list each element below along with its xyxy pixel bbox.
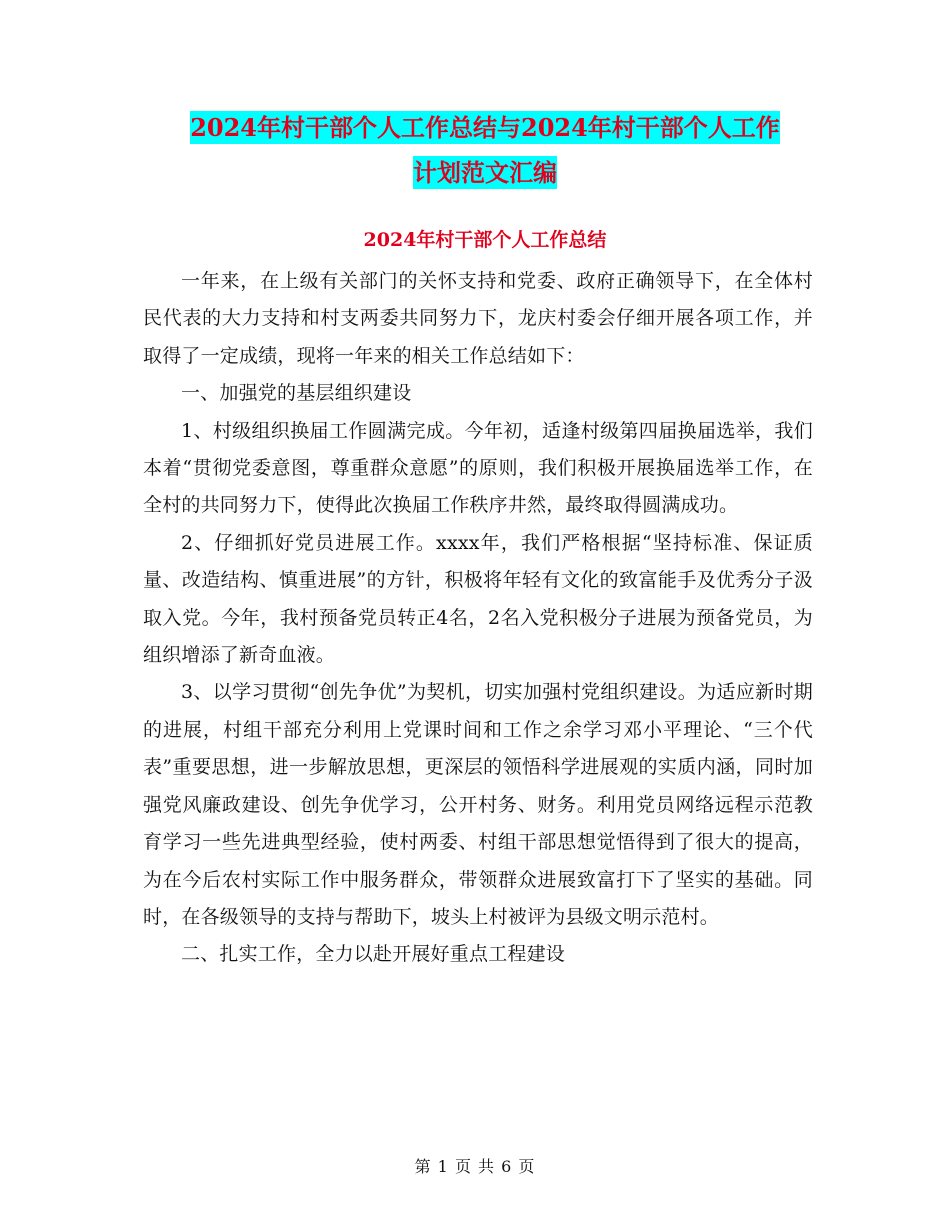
paragraph-intro: 一年来，在上级有关部门的关怀支持和党委、政府正确领导下，在全体村民代表的大力支持和村支两委共同努力下，龙庆村委会仔细开展各项工作，并取得了一定成绩，现将一年来的相关工作总结如下： — [143, 270, 813, 367]
page-footer: 第 1 页 共 6 页 — [414, 1157, 536, 1176]
section-heading-2: 二、扎实工作，全力以赴开展好重点工程建设 — [181, 943, 566, 966]
paragraph-item-2: 2、仔细抓好党员进展工作。xxxx年，我们严格根据“坚持标准、保证质量、改造结构、慎重进展”的方针，积极将年轻有文化的致富能手及优秀分子汲取入党。今年，我村预备党员转正4名，2名入党积极分子进展为预备党员，为组织增添了新奇血液。 — [143, 531, 813, 667]
section-heading-1: 一、加强党的基层组织建设 — [181, 382, 412, 405]
paragraph-item-1: 1、村级组织换届工作圆满完成。今年初，适逢村级第四届换届选举，我们本着“贯彻党委意图，尊重群众意愿”的原则，我们积极开展换届选举工作，在全村的共同努力下，使得此次换届工作秩序井然，最终取得圆满成功。 — [143, 419, 813, 517]
paragraph-item-3: 3、以学习贯彻“创先争优”为契机，切实加强村党组织建设。为适应新时期的进展，村组干部充分利用上党课时间和工作之余学习邓小平理论、“三个代表”重要思想，进一步解放思想，更深层的领悟科学进展观的实质内涵，同时加强党风廉政建设、创先争优学习，公开村务、财务。利用党员网络远程示范教育学习一些先进典型经验，使村两委、村组干部思想觉悟得到了很大的提高，为在今后农村实际工作中服务群众，带领群众进展致富打下了坚实的基础。同时，在各级领导的支持与帮助下，坡头上村被评为县级文明示范村。 — [143, 681, 813, 928]
title-highlight-2: 计划范文汇编 — [413, 158, 557, 187]
section-title: 2024年村干部个人工作总结 — [363, 229, 607, 251]
title-highlight-1: 2024年村干部个人工作总结与2024年村干部个人工作 — [190, 113, 780, 142]
document-title-line-1 — [140, 113, 830, 143]
document-body — [143, 263, 813, 974]
document-title-line-2 — [140, 158, 830, 188]
